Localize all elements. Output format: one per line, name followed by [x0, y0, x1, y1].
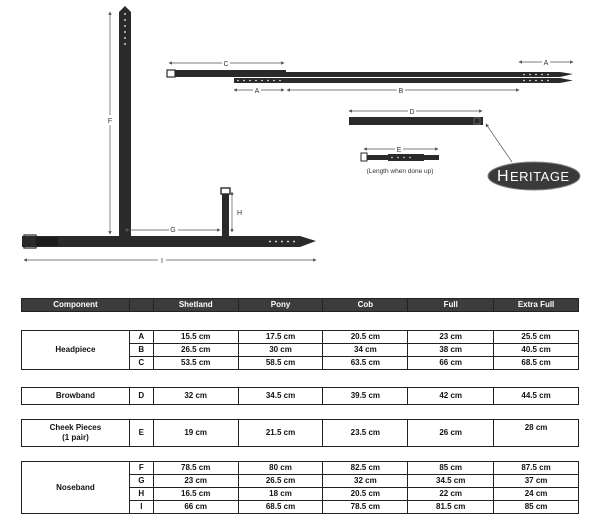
- table-row: [22, 388, 579, 405]
- dim-h-label: H: [237, 210, 243, 217]
- cheek-piece: [361, 153, 439, 161]
- cell: 81.5 cm: [408, 501, 494, 514]
- noseband-short-strap: [221, 188, 230, 236]
- cell: 26.5 cm: [238, 475, 323, 488]
- cell: 32 cm: [153, 388, 238, 405]
- cell: 23.5 cm: [323, 420, 408, 447]
- pointer-line: [486, 124, 512, 162]
- logo-text: ERITAGE: [510, 169, 570, 184]
- dim-b-label: B: [398, 88, 404, 95]
- headpiece-table: [21, 330, 579, 370]
- group-name-noseband: Noseband: [22, 462, 130, 514]
- cell: 44.5 cm: [494, 388, 579, 405]
- cell: 63.5 cm: [323, 357, 408, 370]
- cell: 66 cm: [153, 501, 238, 514]
- header-shetland: Shetland: [153, 299, 238, 312]
- header-extra-full: Extra Full: [494, 299, 579, 312]
- cheek-pieces-line2: (1 pair): [62, 433, 89, 442]
- group-name-cheek-pieces: [22, 420, 130, 447]
- row-code: I: [129, 501, 153, 514]
- cell: 58.5 cm: [238, 357, 323, 370]
- group-name-headpiece: Headpiece: [22, 331, 130, 370]
- cell: 53.5 cm: [153, 357, 238, 370]
- cell: 68.5 cm: [494, 357, 579, 370]
- row-code: D: [129, 388, 153, 405]
- cell: 42 cm: [408, 388, 494, 405]
- cell: 20.5 cm: [323, 331, 408, 344]
- row-code: B: [129, 344, 153, 357]
- cell: 26.5 cm: [153, 344, 238, 357]
- row-code: C: [129, 357, 153, 370]
- header-code: [129, 299, 153, 312]
- cell: 19 cm: [153, 420, 238, 447]
- table-row: [22, 331, 579, 344]
- cell: 39.5 cm: [323, 388, 408, 405]
- cell: 20.5 cm: [323, 488, 408, 501]
- row-code: H: [129, 488, 153, 501]
- dim-c-label: C: [223, 61, 229, 68]
- cell: 34 cm: [323, 344, 408, 357]
- cell: 40.5 cm: [494, 344, 579, 357]
- row-code: E: [129, 420, 153, 447]
- cell: 23 cm: [408, 331, 494, 344]
- cell: 21.5 cm: [238, 420, 323, 447]
- dim-g-label: G: [170, 227, 176, 234]
- row-code: F: [129, 462, 153, 475]
- cell: 18 cm: [238, 488, 323, 501]
- cell: 15.5 cm: [153, 331, 238, 344]
- cell: 85 cm: [494, 501, 579, 514]
- header-full: Full: [408, 299, 494, 312]
- group-name-browband: Browband: [22, 388, 130, 405]
- cell: 34.5 cm: [238, 388, 323, 405]
- cell: 16.5 cm: [153, 488, 238, 501]
- dim-f-label: F: [107, 118, 113, 125]
- cell: 68.5 cm: [238, 501, 323, 514]
- row-code: A: [129, 331, 153, 344]
- table-row: [22, 420, 579, 447]
- cell: 17.5 cm: [238, 331, 323, 344]
- cell: 30 cm: [238, 344, 323, 357]
- cell: 66 cm: [408, 357, 494, 370]
- headpiece: [167, 70, 573, 83]
- noseband-vertical-strap: [119, 6, 131, 236]
- cell: 87.5 cm: [494, 462, 579, 475]
- cell: 26 cm: [408, 420, 494, 447]
- browband: [349, 117, 483, 125]
- dim-a-right-label: A: [543, 60, 549, 67]
- dim-e-label: E: [396, 147, 402, 154]
- cell: 34.5 cm: [408, 475, 494, 488]
- dim-a-left-label: A: [254, 88, 260, 95]
- heritage-logo: [488, 162, 580, 190]
- table-header-row: [22, 299, 579, 312]
- noseband-band: [22, 235, 316, 248]
- cell: 38 cm: [408, 344, 494, 357]
- header-pony: Pony: [238, 299, 323, 312]
- cheek-pieces-line1: Cheek Pieces: [49, 423, 102, 432]
- table-row: [22, 462, 579, 475]
- cell: 23 cm: [153, 475, 238, 488]
- browband-table: [21, 387, 579, 405]
- dim-i-label: I: [161, 258, 163, 265]
- cell: 37 cm: [494, 475, 579, 488]
- row-code: G: [129, 475, 153, 488]
- cell: 78.5 cm: [323, 501, 408, 514]
- cell: 25.5 cm: [494, 331, 579, 344]
- cell: 82.5 cm: [323, 462, 408, 475]
- cell: 24 cm: [494, 488, 579, 501]
- header-cob: Cob: [323, 299, 408, 312]
- logo-mark: H: [497, 168, 510, 185]
- size-table: [21, 298, 579, 312]
- cheek-pieces-table: [21, 419, 579, 447]
- cell: 28 cm: [494, 420, 579, 447]
- cell: 22 cm: [408, 488, 494, 501]
- dim-d-label: D: [409, 109, 415, 116]
- cell: 32 cm: [323, 475, 408, 488]
- length-note: (Length when done up): [366, 168, 434, 175]
- header-component: Component: [22, 299, 130, 312]
- cell: 78.5 cm: [153, 462, 238, 475]
- cell: 85 cm: [408, 462, 494, 475]
- cell: 80 cm: [238, 462, 323, 475]
- noseband-table: [21, 461, 579, 514]
